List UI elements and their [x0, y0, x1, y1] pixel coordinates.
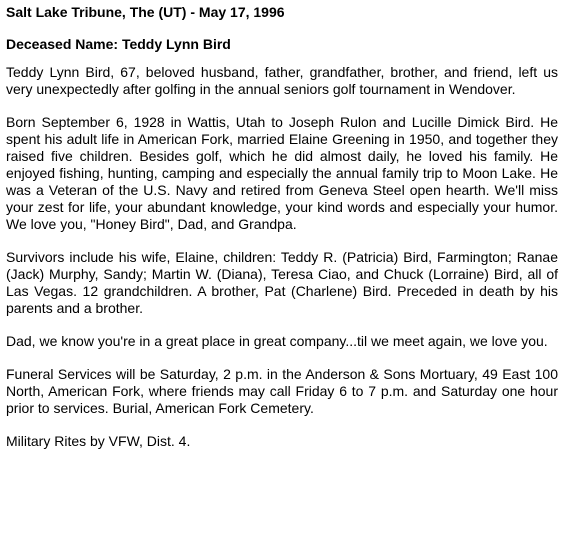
obituary-paragraph-intro: Teddy Lynn Bird, 67, beloved husband, father, grandfather, brother, and friend, left us very unexpectedly after golfing in the annual seniors golf tournament in Wendover. — [6, 64, 558, 97]
obituary-paragraph-farewell: Dad, we know you're in a great place in great company...til we meet again, we love you. — [6, 333, 548, 349]
deceased-name-heading: Deceased Name: Teddy Lynn Bird — [6, 36, 231, 52]
obituary-page — [6, 0, 558, 450]
obituary-paragraph-biography: Born September 6, 1928 in Wattis, Utah to Joseph Rulon and Lucille Dimick Bird. He spent his adult life in American Fork, married Elaine Greening in 1950, and together they raised five children. Besides golf, which he did almost daily, he loved his family. He enjoyed fishing, hunting, camping and especially the annual family trip to Moon Lake. He was a Veteran of the U.S. Navy and retired from Geneva Steel open hearth. We'll miss your zest for life, your abundant knowledge, your kind words and especially your humor. We love you, "Honey Bird", Dad, and Grandpa. — [6, 114, 558, 232]
obituary-paragraph-military-rites: Military Rites by VFW, Dist. 4. — [6, 433, 191, 449]
obituary-paragraph-survivors: Survivors include his wife, Elaine, children: Teddy R. (Patricia) Bird, Farmington; Ranae (Jack) Murphy, Sandy; Martin W. (Diana), Teresa Ciao, and Chuck (Lorraine) Bird, all of Las Vegas. 12 grandchildren. A brother, Pat (Charlene) Bird. Preceded in death by his parents and a brother. — [6, 249, 558, 316]
obituary-paragraph-funeral-services: Funeral Services will be Saturday, 2 p.m. in the Anderson & Sons Mortuary, 49 East 100 North, American Fork, where friends may call Friday 6 to 7 p.m. and Saturday one hour prior to services. Burial, American Fork Cemetery. — [6, 366, 558, 416]
newspaper-source-heading: Salt Lake Tribune, The (UT) - May 17, 1996 — [6, 4, 285, 20]
